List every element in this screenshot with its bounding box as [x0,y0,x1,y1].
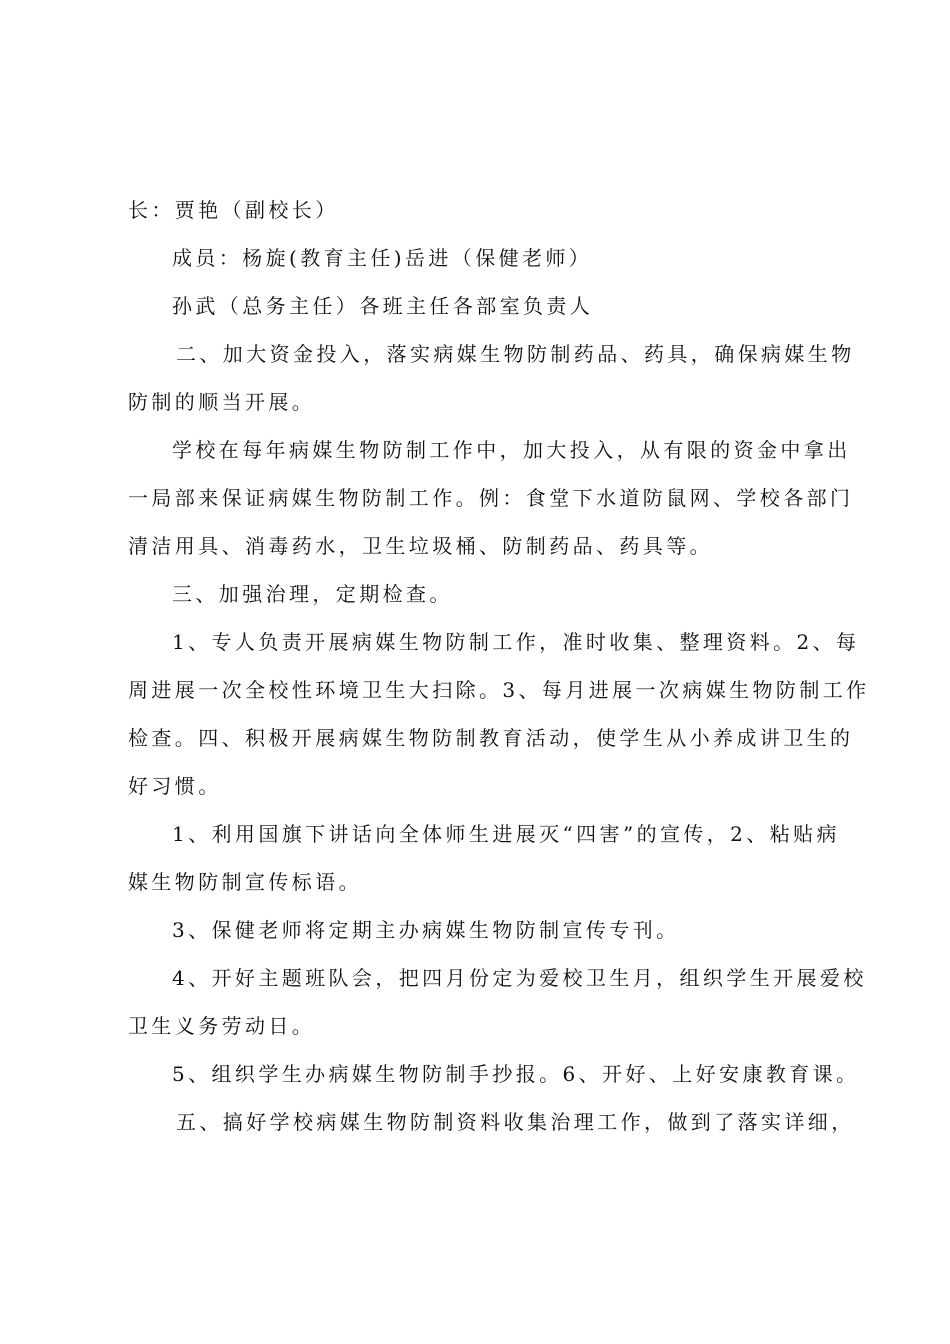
text-line-members: 成员：杨旋(教育主任)岳进（保健老师） [172,246,593,270]
text-line: 防制的顺当开展。 [128,390,316,414]
list-item-line: 媒生物防制宣传标语。 [128,870,362,894]
text-line-members-continued: 孙武（总务主任）各班主任各部室负责人 [172,294,594,318]
paragraph-funding-line: 清洁用具、消毒药水，卫生垃圾桶、防制药品、药具等。 [128,534,713,558]
paragraph-management-line: 好习惯。 [128,774,222,798]
section-heading-management: 三、加强治理，定期检查。 [172,582,453,606]
paragraph-funding-line: 学校在每年病媒生物防制工作中，加大投入，从有限的资金中拿出 [172,438,851,462]
list-item-line: 5、组织学生办病媒生物防制手抄报。6、开好、上好安康教育课。 [172,1062,860,1086]
paragraph-funding-line: 一局部来保证病媒生物防制工作。例：食堂下水道防鼠网、学校各部门 [128,486,854,510]
paragraph-management-line: 周进展一次全校性环境卫生大扫除。3、每月进展一次病媒生物防制工作 [128,678,870,702]
document-body [128,186,870,1146]
paragraph-management-line: 1、专人负责开展病媒生物防制工作，准时收集、整理资料。2、每 [172,630,860,654]
list-item-line: 卫生义务劳动日。 [128,1014,316,1038]
list-item-line: 1、利用国旗下讲话向全体师生进展灭“四害”的宣传，2、粘贴病 [172,822,840,846]
text-line-leader: 长：贾艳（副校长） [128,198,339,222]
section-heading-funding: 二、加大资金投入，落实病媒生物防制药品、药具，确保病媒生物 [176,342,855,366]
list-item-line: 4、开好主题班队会，把四月份定为爱校卫生月，组织学生开展爱校 [172,966,867,990]
list-item-line: 3、保健老师将定期主办病媒生物防制宣传专刊。 [172,918,680,942]
paragraph-management-line: 检查。四、积极开展病媒生物防制教育活动，使学生从小养成讲卫生的 [128,726,854,750]
section-heading-records: 五、搞好学校病媒生物防制资料收集治理工作，做到了落实详细， [176,1110,855,1134]
